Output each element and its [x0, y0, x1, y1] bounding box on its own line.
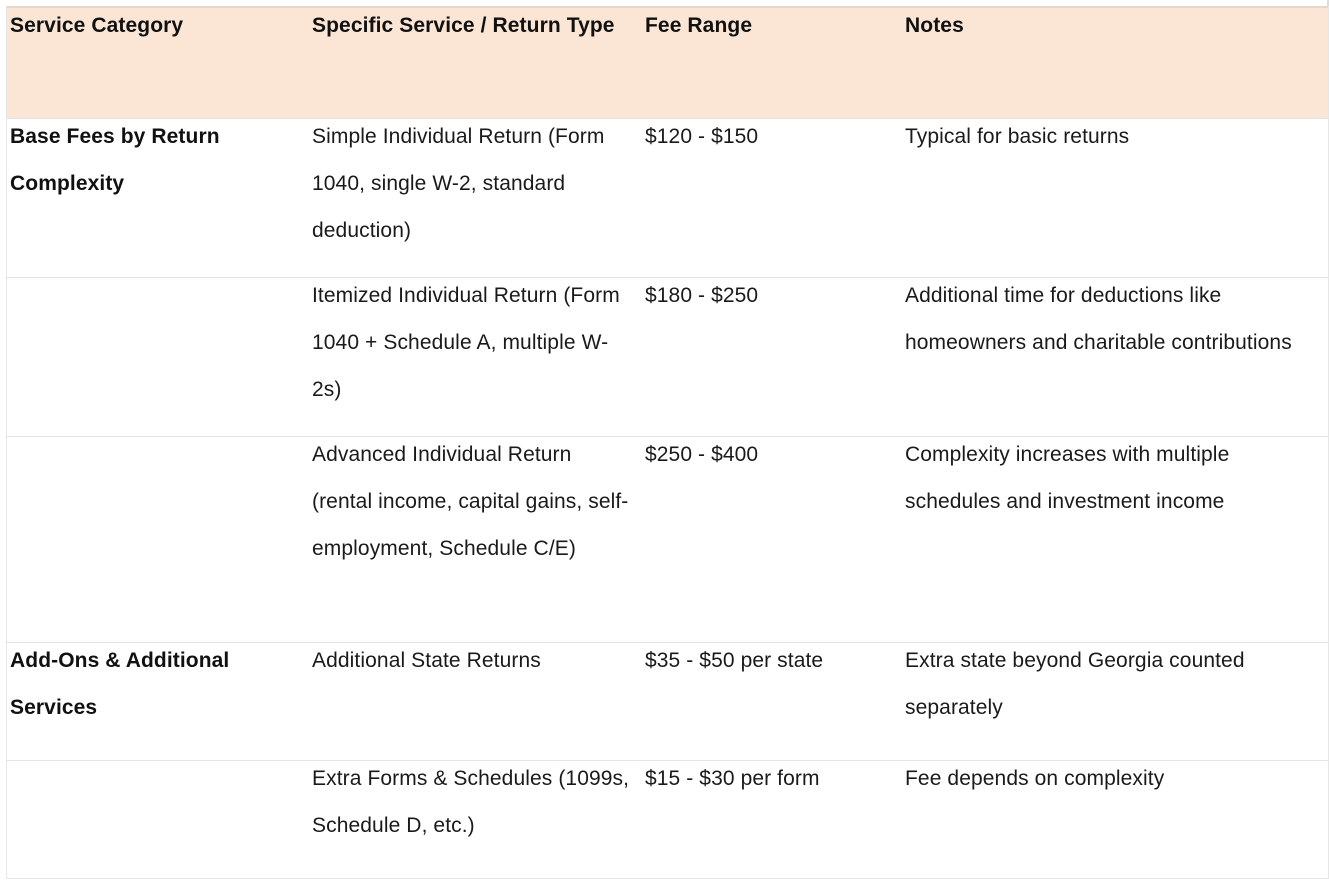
service-cell: Simple Individual Return (Form 1040, single W-2, standard deduction): [309, 118, 642, 277]
fee-table-container: [6, 6, 1329, 879]
notes-cell: Extra state beyond Georgia counted separately: [902, 642, 1328, 760]
table-header: [7, 7, 1328, 118]
header-fee-range: Fee Range: [642, 7, 902, 118]
notes-cell: Typical for basic returns: [902, 118, 1328, 277]
header-specific-service: Specific Service / Return Type: [309, 7, 642, 118]
category-cell: Base Fees by Return Complexity: [7, 118, 309, 277]
header-service-category: Service Category: [7, 7, 309, 118]
service-cell: Extra Forms & Schedules (1099s, Schedule D, etc.): [309, 760, 642, 878]
service-cell: Itemized Individual Return (Form 1040 + Schedule A, multiple W-2s): [309, 277, 642, 436]
category-cell: [7, 436, 309, 642]
notes-cell: Complexity increases with multiple schedules and investment income: [902, 436, 1328, 642]
notes-cell: Additional time for deductions like homeowners and charitable contributions: [902, 277, 1328, 436]
table-row: [7, 277, 1328, 436]
table-row: [7, 118, 1328, 277]
fee-cell: $180 - $250: [642, 277, 902, 436]
header-row: [7, 7, 1328, 118]
service-cell: Additional State Returns: [309, 642, 642, 760]
category-cell: [7, 277, 309, 436]
fee-cell: $250 - $400: [642, 436, 902, 642]
table-body: [7, 118, 1328, 878]
fee-cell: $15 - $30 per form: [642, 760, 902, 878]
service-cell: Advanced Individual Return (rental income, capital gains, self-employment, Schedule C/E): [309, 436, 642, 642]
notes-cell: Fee depends on complexity: [902, 760, 1328, 878]
category-cell: Add-Ons & Additional Services: [7, 642, 309, 760]
fee-table: [7, 6, 1328, 878]
fee-cell: $35 - $50 per state: [642, 642, 902, 760]
table-row: [7, 436, 1328, 642]
category-cell: [7, 760, 309, 878]
header-notes: Notes: [902, 7, 1328, 118]
fee-cell: $120 - $150: [642, 118, 902, 277]
table-row: [7, 760, 1328, 878]
table-row: [7, 642, 1328, 760]
